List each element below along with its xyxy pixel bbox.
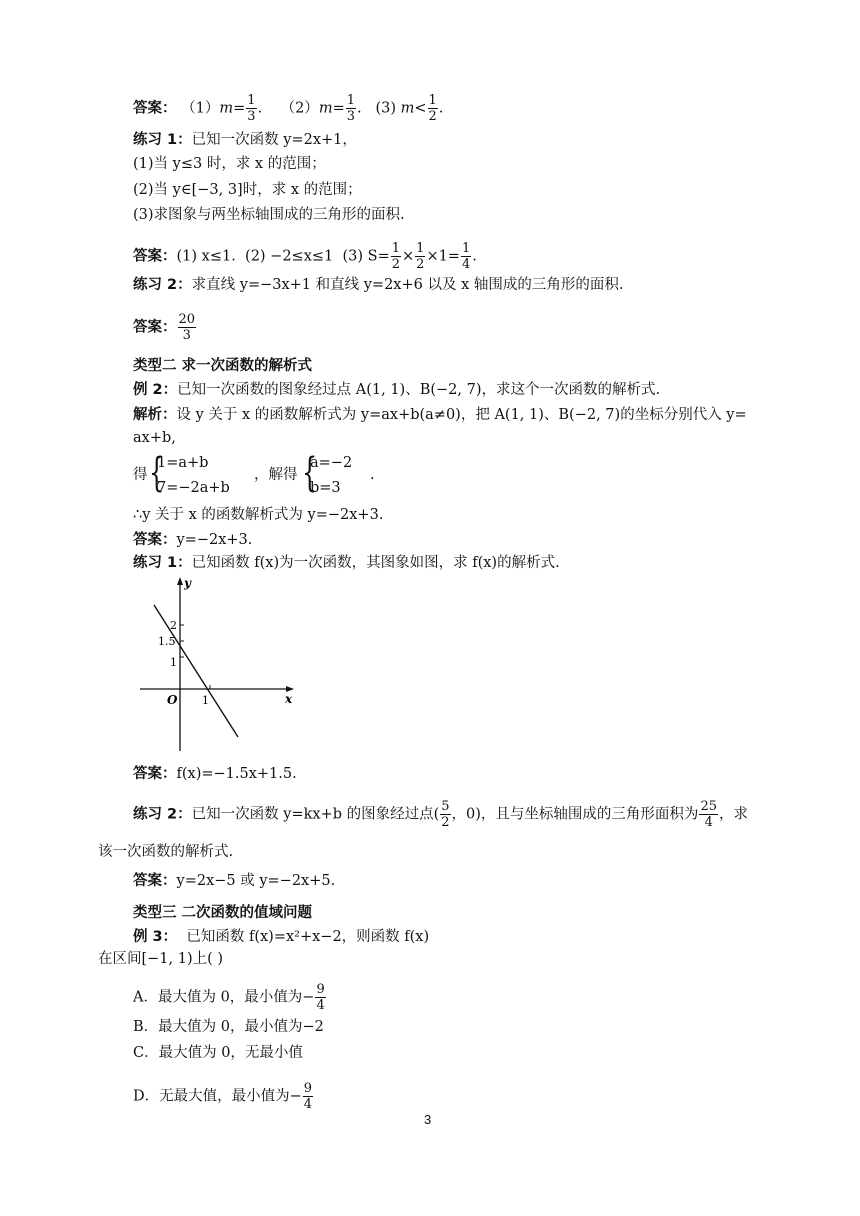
option-c[interactable]: C．最大值为 0，无最小值 [133,1045,303,1061]
solution-label: 解析： [133,407,177,423]
option-d-text: D．无最大值，最小值为− [133,1088,302,1105]
exercise-1-q3: (3)求图象与两坐标轴围成的三角形的面积. [133,207,405,223]
answer-line-0 [133,93,443,124]
var-m: m [400,100,415,117]
equals: = [233,100,246,117]
practice-text-1: 已知一次函数 y=kx+b 的图象经过点( [191,806,440,823]
option-b[interactable]: B．最大值为 0，最小值为−2 [133,1019,324,1035]
solution [133,405,747,425]
answer-text: y=−2x+3. [176,532,253,548]
numerator: 1 [346,93,355,108]
numerator: 1 [416,241,425,256]
y-axis-label: y [184,576,191,590]
fraction [315,982,325,1013]
period: . [257,100,263,117]
example-label: 例 2： [133,382,178,398]
denominator: 2 [391,257,400,272]
less-than: < [414,100,427,117]
system-r2: b=3 [310,480,341,496]
fraction [346,93,356,124]
fraction [699,799,718,830]
answer-label: 答案： [133,248,177,265]
right-brace: { [302,450,318,496]
part-1: (1) x≤1. [176,248,236,265]
example-label: 例 3： [133,929,178,945]
numerator: 20 [178,312,196,327]
answer-text: y=2x−5 或 y=−2x+5. [176,873,336,889]
example-text: 已知函数 f(x)=x²+x−2，则函数 f(x) [186,929,430,945]
practice-label: 练习 1： [133,555,192,571]
var-m: m [318,100,333,117]
denominator: 2 [428,109,437,124]
fraction [178,312,197,343]
denominator: 3 [346,109,355,124]
fraction [428,93,438,124]
numerator: 9 [303,1081,313,1096]
system-de: 得 [133,467,148,483]
option-d[interactable] [133,1081,314,1112]
exercise-text: 已知一次函数 y=2x+1， [191,132,357,148]
tick-label-y-2: 2 [170,619,177,632]
x-axis-label: x [285,692,293,706]
solution-cont: ax+b, [133,430,176,446]
exercise-label: 练习 1： [133,132,192,148]
answer-line-1 [133,241,477,272]
graph-line [154,605,238,737]
times: ×1= [426,248,460,265]
fraction [415,241,425,272]
answer-label: 答案： [133,532,177,548]
example-2 [133,380,660,400]
period: . [472,248,477,265]
answer-label: 答案： [133,766,177,782]
y-axis-arrow [177,577,183,585]
option-a-text: A．最大值为 0，最小值为− [133,989,315,1006]
part-3: (3) [375,100,396,117]
system-r1: a=−2 [310,455,353,471]
answer-text: f(x)=−1.5x+1.5. [176,766,297,782]
page-number: 3 [424,1112,432,1127]
exercise-2 [133,275,623,295]
fraction [391,241,401,272]
exercise-1-q1: (1)当 y≤3 时，求 x 的范围； [133,156,326,172]
part-2: (2) −2≤x≤1 [245,248,334,265]
practice-label: 练习 2： [133,806,192,823]
part-1: （1） [181,100,220,117]
denominator: 4 [461,257,471,272]
answer-line-3 [133,530,252,550]
numerator: 1 [461,241,471,256]
fraction [303,1081,313,1112]
function-graph [130,575,305,755]
example-text: 已知一次函数的图象经过点 A(1, 1)、B(−2, 7)，求这个一次函数的解析式. [177,382,661,398]
practice-2 [133,799,748,830]
tick-label-y-1: 1 [170,656,177,669]
var-m: m [219,100,234,117]
section-title-type-3: 类型三 二次函数的值域问题 [133,905,313,921]
answer-line-5 [133,871,335,891]
exercise-1-q2: (2)当 y∈[−3, 3]时，求 x 的范围； [133,182,362,198]
period: . [357,100,362,117]
numerator: 1 [428,93,437,108]
fraction [246,93,256,124]
denominator: 2 [441,815,450,830]
example-3-cont: 在区间[−1, 1)上( ) [98,951,224,967]
denominator: 4 [316,998,325,1013]
origin-label: O [167,693,178,707]
numerator: 25 [700,799,717,814]
denominator: 4 [704,815,713,830]
period: . [438,100,444,117]
option-a[interactable] [133,982,327,1013]
numerator: 9 [316,982,325,997]
therefore-line: ∴y 关于 x 的函数解析式为 y=−2x+3. [133,507,384,523]
exercise-1-title [133,130,357,150]
system-eq2: 7=−2a+b [157,480,230,496]
denominator: 2 [416,257,425,272]
equals: = [332,100,345,117]
practice-text-3: ，求 [718,806,748,823]
answer-label: 答案： [133,873,177,889]
part-3: (3) S= [342,248,390,265]
exercise-text: 求直线 y=−3x+1 和直线 y=2x+6 以及 x 轴围成的三角形的面积. [191,277,624,293]
answer-line-4 [133,764,297,784]
times: × [402,248,415,265]
denominator: 4 [303,1097,313,1112]
answer-label: 答案： [133,100,177,117]
tick-label-y-1.5: 1.5 [158,635,176,648]
answer-label: 答案： [133,319,177,336]
numerator: 1 [391,241,400,256]
practice-2-cont: 该一次函数的解析式. [98,844,234,860]
practice-1 [133,553,560,573]
practice-text-2: ，0)，且与坐标轴围成的三角形面积为 [451,806,699,823]
numerator: 5 [441,799,450,814]
solution-text: 设 y 关于 x 的函数解析式为 y=ax+b(a≠0)，把 A(1, 1)、B(−2, 7)的坐标分别代入 y= [176,407,747,423]
fraction [440,799,450,830]
system-end: . [370,467,375,483]
fraction [461,241,471,272]
tick-label-x-1: 1 [202,694,209,707]
denominator: 3 [182,328,191,343]
exercise-label: 练习 2： [133,277,192,293]
system-mid: ，解得 [254,467,298,483]
system-eq1: 1=a+b [157,455,209,471]
left-brace: { [149,450,165,496]
example-3 [133,927,429,947]
part-2: （2） [280,100,319,117]
section-title-type-2: 类型二 求一次函数的解析式 [133,358,313,374]
denominator: 3 [247,109,256,124]
practice-text: 已知函数 f(x)为一次函数，其图象如图，求 f(x)的解析式. [191,555,560,571]
numerator: 1 [247,93,256,108]
answer-line-2 [133,312,197,343]
